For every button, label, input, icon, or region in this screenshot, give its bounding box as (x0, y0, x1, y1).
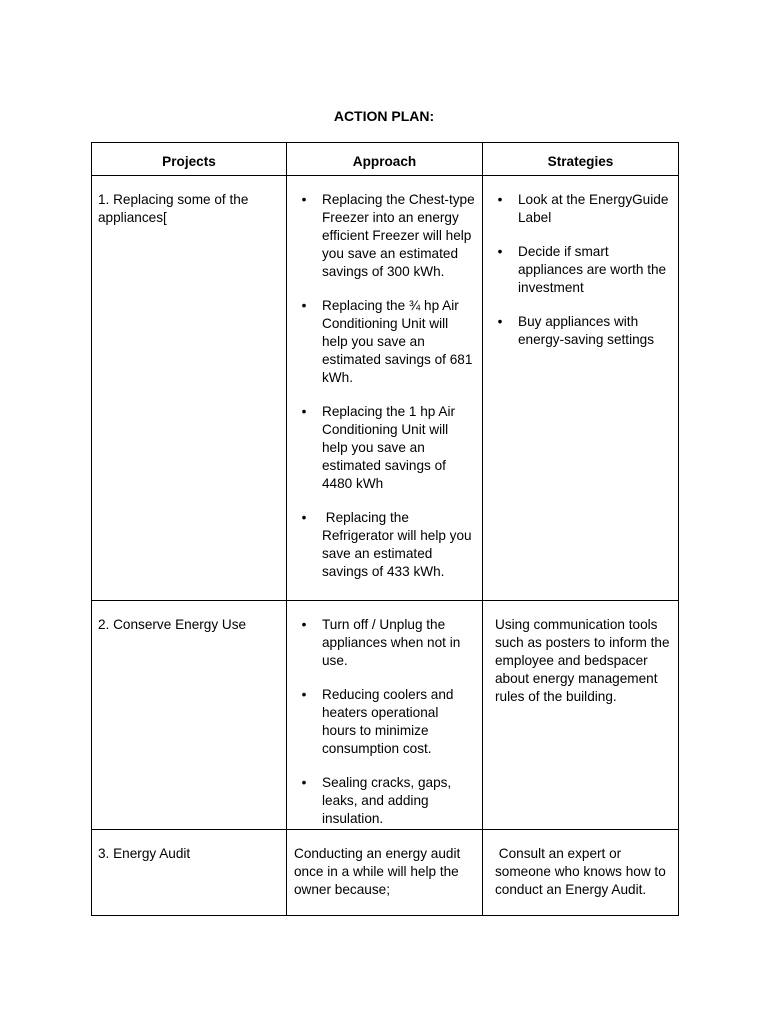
table-row (92, 830, 679, 916)
bullet-icon: • (497, 244, 503, 259)
project-label: 3. Energy Audit (98, 846, 191, 861)
list-item-text: Replacing the Chest-type Freezer into an energy efficient Freezer will help you save an estimated savings of 300 kWh. (322, 192, 475, 279)
strategies-text: Using communication tools such as posters to inform the employee and bedspacer about energy management rules of the building. (495, 617, 670, 704)
action-plan-table (91, 142, 679, 916)
list-item (299, 297, 476, 387)
list-item (299, 403, 476, 493)
list-item-text: Sealing cracks, gaps, leaks, and adding insulation. (322, 775, 452, 826)
list-item (299, 509, 476, 581)
approach-cell (287, 176, 483, 601)
header-strategies: Strategies (483, 143, 679, 176)
project-cell (92, 176, 287, 601)
bullet-icon: • (301, 298, 307, 313)
list-item (299, 191, 476, 281)
bullet-icon: • (301, 775, 307, 790)
bullet-icon: • (301, 510, 307, 525)
table-row (92, 601, 679, 830)
bullet-icon: • (497, 314, 503, 329)
list-item (299, 686, 476, 758)
approach-text: Conducting an energy audit once in a while will help the owner because; (294, 846, 461, 897)
strategies-text: Consult an expert or someone who knows how to conduct an Energy Audit. (495, 846, 670, 897)
header-approach: Approach (287, 143, 483, 176)
list-item (495, 313, 672, 349)
project-cell (92, 830, 287, 916)
list-item-text: Decide if smart appliances are worth the investment (518, 244, 667, 295)
list-item-text: Replacing the 1 hp Air Conditioning Unit will help you save an estimated savings of 4480 kWh (322, 404, 456, 491)
bullet-icon: • (301, 404, 307, 419)
strategies-cell (483, 601, 679, 830)
approach-cell (287, 830, 483, 916)
bullet-icon: • (301, 617, 307, 632)
bullet-icon: • (301, 687, 307, 702)
list-item (495, 243, 672, 297)
list-item-text: Reducing coolers and heaters operational hours to minimize consumption cost. (322, 687, 454, 756)
strategies-cell (483, 830, 679, 916)
project-label: 1. Replacing some of the appliances[ (98, 192, 249, 225)
header-projects: Projects (92, 143, 287, 176)
list-item-text: Replacing the ¾ hp Air Conditioning Unit will help you save an estimated savings of 681 kWh. (322, 298, 473, 385)
list-item (299, 616, 476, 670)
table-row (92, 176, 679, 601)
page-title: ACTION PLAN: (333, 108, 435, 124)
list-item-text: Turn off / Unplug the appliances when not in use. (322, 617, 461, 668)
list-item (299, 774, 476, 828)
table-header-row (92, 143, 679, 176)
project-label: 2. Conserve Energy Use (98, 617, 247, 632)
strategies-cell (483, 176, 679, 601)
list-item-text: Buy appliances with energy-saving settings (518, 314, 655, 347)
approach-list (287, 176, 482, 581)
list-item-text: Replacing the Refrigerator will help you save an estimated savings of 433 kWh. (322, 510, 476, 579)
list-item-text: Look at the EnergyGuide Label (518, 192, 669, 225)
approach-list (287, 601, 482, 828)
strategies-list (483, 176, 678, 349)
bullet-icon: • (497, 192, 503, 207)
approach-cell (287, 601, 483, 830)
list-item (495, 191, 672, 227)
bullet-icon: • (301, 192, 307, 207)
project-cell (92, 601, 287, 830)
